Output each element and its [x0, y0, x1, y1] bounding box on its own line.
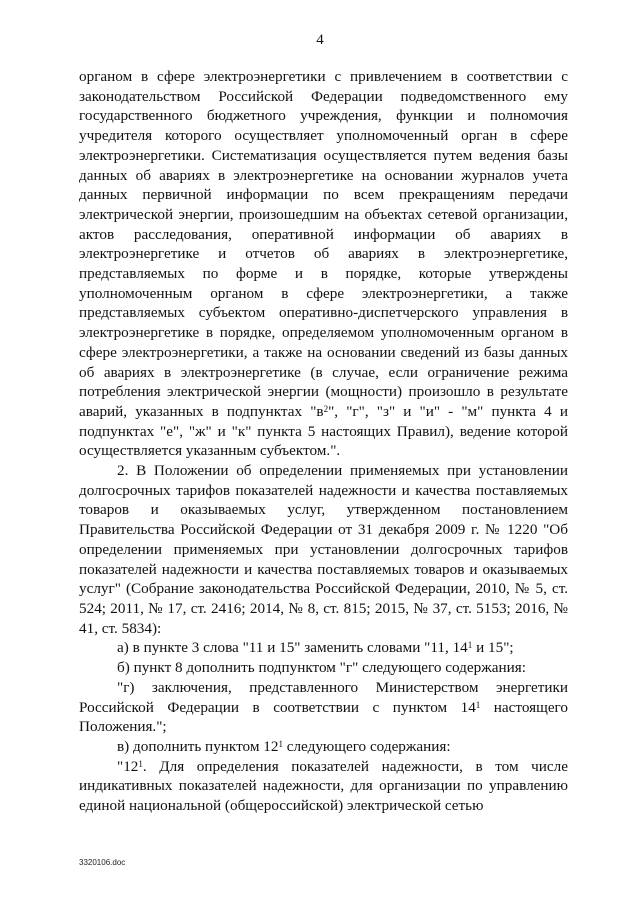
- paragraph-text: настоящего Положения.";: [79, 698, 568, 736]
- footer-doc-id: 3320106.doc: [79, 858, 126, 867]
- superscript: 1: [138, 758, 143, 769]
- page-number: 4: [316, 32, 324, 48]
- paragraph-quote-g: [79, 678, 568, 737]
- paragraph-subitem-v: [79, 737, 568, 757]
- document-body: [79, 67, 568, 816]
- paragraph-text: "г) заключения, представленного Министерством энергетики Российской Федерации в соответствии с пунктом 14: [79, 678, 568, 716]
- superscript: 2: [323, 403, 329, 414]
- paragraph-text: следующего содержания:: [282, 737, 451, 755]
- paragraph-text: ", "г", "з" и "и" - "м" пункта 4 и подпунктах "е", "ж" и "к" пункта 5 настоящих Правил), ведение которой осуществляется указанным субъектом.".: [79, 402, 568, 460]
- superscript: 1: [475, 699, 481, 710]
- paragraph-text: . Для определения показателей надежности, в том числе индикативных показателей надежности, для организации по управлению единой национальной (общероссийской) электрической сетью: [79, 757, 568, 815]
- paragraph-text: в) дополнить пунктом 12: [117, 737, 279, 755]
- paragraph-subitem-b: б) пункт 8 дополнить подпунктом "г" следующего содержания:: [117, 659, 526, 677]
- paragraph-text: органом в сфере электроэнергетики с привлечением в соответствии с законодательством Российской Федерации подведомственного ему государственного бюджетного учреждения, функции и полномочия учредителя которого осуществляет уполномоченный орган в сфере электроэнергетики. Систематизация осуществляется путем ведения базы данных об авариях в электроэнергетике на основании журналов учета данных первичной информации по всем прекращениям передачи электрической энергии, произошедшим на объектах сетевой организации, актов расследования, оперативной информации об авариях в электроэнергетике и отчетов об авариях в электроэнергетике, представляемых по форме и в порядке, которые утверждены уполномоченным органом в сфере электроэнергетики, а также представляемых субъектом оперативно-диспетчерского управления в электроэнергетике в порядке, определяемом уполномоченным органом в сфере электроэнергетики, а также на основании сведений из базы данных об авариях в электроэнергетике (в случае, если ограничение режима потребления электрической энергии (мощности) произошло в результате аварий, указанных в подпунктах "в: [79, 68, 568, 420]
- superscript: 1: [467, 640, 473, 651]
- superscript: 1: [278, 738, 283, 749]
- paragraph-quote-12-1: [79, 757, 568, 816]
- paragraph-text: и 15";: [472, 639, 514, 657]
- paragraph-systematization: [79, 67, 568, 461]
- paragraph-text: а) в пункте 3 слова "11 и 15" заменить словами "11, 14: [117, 639, 468, 657]
- paragraph-text: "12: [117, 757, 139, 775]
- paragraph-subitem-a: [79, 638, 568, 658]
- paragraph-item-2: 2. В Положении об определении применяемых при установлении долгосрочных тарифов показателей надежности и качества поставляемых товаров и оказываемых услуг, утвержденном постановлением Правительства Российской Федерации от 31 декабря 2009 г. № 1220 "Об определении применяемых при установлении долгосрочных тарифов показателей надежности и качества поставляемых товаров и оказываемых услуг" (Собрание законодательства Российской Федерации, 2010, № 5, ст. 524; 2011, № 17, ст. 2416; 2014, № 8, ст. 815; 2015, № 37, ст. 5153; 2016, № 41, ст. 5834):: [79, 462, 568, 637]
